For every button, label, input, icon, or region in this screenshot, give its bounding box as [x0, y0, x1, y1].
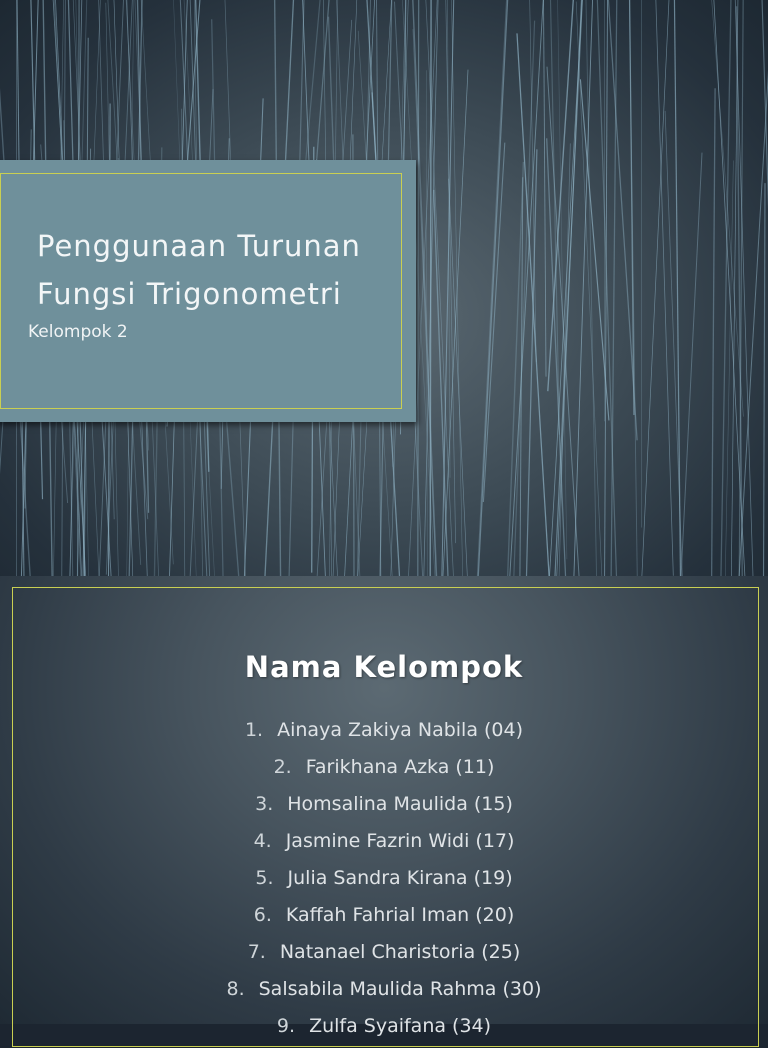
member-list-item — [0, 715, 768, 752]
decorative-line — [478, 0, 508, 580]
member-number: 8. — [226, 978, 244, 1000]
decorative-line — [558, 0, 567, 559]
member-name: Homsalina Maulida (15) — [287, 793, 513, 815]
decorative-line — [544, 0, 547, 377]
member-list-item — [0, 1011, 768, 1048]
slide-title — [37, 222, 407, 318]
member-list-item — [0, 752, 768, 789]
decorative-line — [681, 153, 702, 580]
member-number: 4. — [254, 830, 272, 852]
member-list-item — [0, 789, 768, 826]
decorative-line — [574, 0, 593, 577]
member-name: Ainaya Zakiya Nabila (04) — [277, 719, 523, 741]
member-name: Jasmine Fazrin Widi (17) — [286, 830, 515, 852]
member-list-item — [0, 863, 768, 900]
decorative-line — [477, 0, 507, 580]
member-number: 5. — [255, 867, 273, 889]
decorative-line — [446, 0, 456, 543]
decorative-line — [642, 0, 670, 580]
decorative-line — [656, 0, 674, 576]
decorative-line — [510, 0, 544, 580]
member-name: Zulfa Syaifana (34) — [309, 1015, 491, 1037]
decorative-line — [674, 0, 680, 580]
decorative-line — [764, 183, 766, 580]
member-name: Farikhana Azka (11) — [306, 756, 495, 778]
member-number: 2. — [274, 756, 292, 778]
decorative-line — [557, 0, 582, 580]
members-list — [0, 715, 768, 1048]
slide-subtitle: Kelompok 2 — [28, 320, 128, 344]
decorative-line — [712, 88, 716, 580]
member-name: Julia Sandra Kirana (19) — [288, 867, 513, 889]
members-heading: Nama Kelompok — [0, 650, 768, 684]
slide-title-line-1: Penggunaan Turunan — [37, 222, 407, 270]
decorative-line — [447, 0, 450, 478]
decorative-line — [550, 0, 559, 435]
member-name: Kaffah Fahrial Iman (20) — [286, 904, 514, 926]
member-number: 3. — [255, 793, 273, 815]
member-list-item — [0, 826, 768, 863]
member-list-item — [0, 937, 768, 974]
member-name: Natanael Charistoria (25) — [280, 941, 520, 963]
member-list-item — [0, 974, 768, 1011]
slide-title-line-2: Fungsi Trigonometri — [37, 270, 407, 318]
member-name: Salsabila Maulida Rahma (30) — [259, 978, 542, 1000]
member-number: 9. — [277, 1015, 295, 1037]
member-number: 7. — [248, 941, 266, 963]
members-slide — [0, 576, 768, 1024]
member-list-item — [0, 900, 768, 937]
decorative-line — [586, 0, 597, 580]
member-number: 1. — [245, 719, 263, 741]
decorative-line — [483, 143, 504, 502]
member-number: 6. — [254, 904, 272, 926]
decorative-line — [449, 179, 468, 580]
